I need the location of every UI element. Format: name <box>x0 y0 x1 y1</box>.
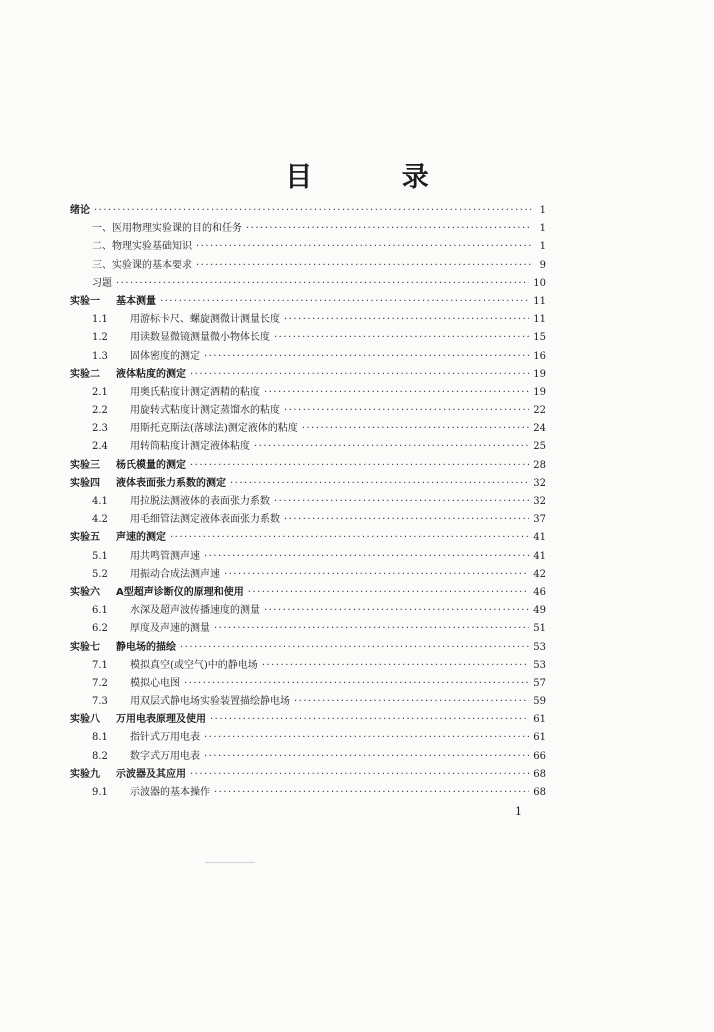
toc-entry-title: 习题 <box>92 277 112 289</box>
dot-leader <box>190 766 529 784</box>
toc-entry-title: 液体粘度的测定 <box>116 368 186 380</box>
toc-entry-number: 7.3 <box>92 696 108 708</box>
toc-entry-number: 2.3 <box>92 423 108 435</box>
toc-entry-page: 1 <box>539 223 546 235</box>
toc-entry-page: 25 <box>533 441 546 453</box>
dot-leader <box>204 348 529 366</box>
toc-entry-title: 模拟真空(或空气)中的静电场 <box>130 659 258 671</box>
toc-section-row[interactable] <box>70 420 546 438</box>
toc-entry-title: 厚度及声速的测量 <box>130 623 210 635</box>
table-of-contents <box>70 202 546 802</box>
toc-entry-page: 37 <box>533 514 546 526</box>
toc-entry-number: 2.2 <box>92 405 108 417</box>
dot-leader <box>254 438 529 456</box>
toc-entry-page: 1 <box>539 205 546 216</box>
toc-entry-title: 用双层式静电场实验装置描绘静电场 <box>130 696 290 708</box>
toc-entry-label <box>70 348 200 366</box>
dot-leader <box>284 402 529 420</box>
toc-entry-page: 15 <box>533 332 546 344</box>
toc-entry-page: 61 <box>533 714 546 726</box>
toc-entry-number: 5.2 <box>92 568 108 580</box>
toc-entry-label <box>70 293 156 311</box>
toc-entry-label <box>70 420 298 438</box>
toc-chapter-row[interactable] <box>70 529 546 547</box>
toc-entry-page: 42 <box>533 568 546 580</box>
dot-leader <box>274 493 529 511</box>
toc-entry-label <box>70 675 180 693</box>
toc-entry-label <box>70 366 186 384</box>
toc-chapter-row[interactable] <box>70 766 546 784</box>
toc-entry-page: 41 <box>533 550 546 562</box>
toc-entry-number: 6.2 <box>92 623 108 635</box>
toc-section-row[interactable] <box>70 657 546 675</box>
toc-chapter-row[interactable] <box>70 202 546 220</box>
dot-leader <box>180 639 529 657</box>
dot-leader <box>116 275 529 293</box>
toc-entry-page: 53 <box>533 659 546 671</box>
toc-entry-title: 用旋转式粘度计测定蒸馏水的粘度 <box>130 405 280 417</box>
toc-entry-title: 数字式万用电表 <box>130 750 200 762</box>
dot-leader <box>190 457 529 475</box>
toc-entry-label <box>70 257 192 275</box>
toc-entry-number: 5.1 <box>92 550 108 562</box>
toc-entry-label <box>70 220 242 238</box>
toc-entry-number: 7.2 <box>92 677 108 689</box>
dot-leader <box>204 729 529 747</box>
toc-entry-title: 用读数显微镜测量微小物体长度 <box>130 332 270 344</box>
toc-entry-title: 三、实验课的基本要求 <box>92 259 192 271</box>
dot-leader <box>284 311 529 329</box>
toc-entry-number: 6.1 <box>92 605 108 617</box>
toc-entry-title: 用振动合成法测声速 <box>130 568 220 580</box>
toc-section-row[interactable] <box>70 348 546 366</box>
toc-entry-page: 32 <box>533 477 546 489</box>
toc-entry-page: 53 <box>533 641 546 653</box>
toc-entry-label <box>70 784 210 802</box>
toc-entry-label <box>70 493 270 511</box>
toc-entry-title: 示波器及其应用 <box>116 768 186 780</box>
dot-leader <box>160 293 529 311</box>
toc-entry-page: 68 <box>533 787 546 798</box>
toc-entry-label <box>70 511 280 529</box>
dot-leader <box>262 657 529 675</box>
dot-leader <box>246 220 532 238</box>
toc-entry-number: 4.1 <box>92 496 108 507</box>
toc-chapter-row[interactable] <box>70 366 546 384</box>
toc-entry-page: 41 <box>533 532 546 544</box>
toc-section-row[interactable] <box>70 511 546 529</box>
toc-entry-page: 1 <box>539 241 546 253</box>
toc-entry-label <box>70 402 280 420</box>
toc-entry-number: 7.1 <box>92 659 108 671</box>
toc-section-row[interactable] <box>70 566 546 584</box>
toc-entry-title: 声速的测定 <box>116 532 166 544</box>
toc-entry-label <box>70 620 210 638</box>
toc-entry-label <box>70 548 200 566</box>
toc-entry-number: 实验六 <box>70 586 100 598</box>
toc-entry-number: 8.2 <box>92 750 108 762</box>
toc-entry-label <box>70 711 206 729</box>
toc-entry-number: 实验三 <box>70 459 100 471</box>
toc-chapter-row[interactable] <box>70 711 546 729</box>
toc-section-row[interactable] <box>70 329 546 347</box>
toc-entry-number: 4.2 <box>92 514 108 526</box>
toc-chapter-row[interactable] <box>70 293 546 311</box>
toc-section-row[interactable] <box>70 748 546 766</box>
toc-entry-label <box>70 238 192 256</box>
dot-leader <box>210 711 529 729</box>
toc-entry-title: 绪论 <box>70 205 90 216</box>
toc-section-row[interactable] <box>70 493 546 511</box>
toc-chapter-row[interactable] <box>70 475 546 493</box>
toc-entry-title: 示波器的基本操作 <box>130 787 210 798</box>
toc-entry-label <box>70 748 200 766</box>
toc-entry-title: 杨氏模量的测定 <box>116 459 186 471</box>
toc-entry-page: 61 <box>533 732 546 744</box>
dot-leader <box>94 202 532 220</box>
toc-entry-label <box>70 529 166 547</box>
toc-entry-number: 实验一 <box>70 295 100 307</box>
toc-entry-page: 28 <box>533 459 546 471</box>
toc-section-row[interactable] <box>70 602 546 620</box>
toc-entry-title: A型超声诊断仪的原理和使用 <box>116 586 244 598</box>
toc-entry-page: 68 <box>533 768 546 780</box>
page-number: 1 <box>515 805 522 818</box>
toc-entry-title: 用奥氏粘度计测定酒精的粘度 <box>130 386 260 398</box>
toc-entry-page: 59 <box>533 696 546 708</box>
toc-chapter-row[interactable] <box>70 457 546 475</box>
toc-section-row[interactable] <box>70 693 546 711</box>
dot-leader <box>224 566 529 584</box>
toc-entry-number: 2.1 <box>92 386 108 398</box>
dot-leader <box>274 329 529 347</box>
scan-artifact <box>205 862 255 863</box>
toc-section-row[interactable] <box>70 257 546 275</box>
toc-entry-label <box>70 311 280 329</box>
toc-entry-label <box>70 202 90 220</box>
toc-entry-title: 用拉脱法测液体的表面张力系数 <box>130 496 270 507</box>
toc-entry-title: 静电场的描绘 <box>116 641 176 653</box>
toc-entry-page: 32 <box>533 496 546 507</box>
toc-entry-title: 二、物理实验基础知识 <box>92 241 192 253</box>
toc-entry-page: 16 <box>533 350 546 362</box>
toc-entry-label <box>70 438 250 456</box>
toc-entry-number: 实验二 <box>70 368 100 380</box>
toc-entry-number: 9.1 <box>92 787 108 798</box>
toc-entry-title: 用斯托克斯法(落球法)测定液体的粘度 <box>130 423 298 435</box>
dot-leader <box>190 366 529 384</box>
toc-entry-title: 用游标卡尺、螺旋测微计测量长度 <box>130 314 280 326</box>
toc-entry-title: 用毛细管法测定液体表面张力系数 <box>130 514 280 526</box>
toc-section-row[interactable] <box>70 402 546 420</box>
toc-chapter-row[interactable] <box>70 584 546 602</box>
dot-leader <box>170 529 529 547</box>
toc-section-row[interactable] <box>70 784 546 802</box>
dot-leader <box>264 602 529 620</box>
toc-entry-title: 模拟心电图 <box>130 677 180 689</box>
toc-entry-page: 19 <box>533 368 546 380</box>
toc-entry-page: 46 <box>533 586 546 598</box>
toc-entry-label <box>70 329 270 347</box>
toc-entry-label <box>70 693 290 711</box>
dot-leader <box>230 475 529 493</box>
dot-leader <box>204 748 529 766</box>
toc-entry-title: 用共鸣管测声速 <box>130 550 200 562</box>
dot-leader <box>184 675 529 693</box>
toc-entry-page: 24 <box>533 423 546 435</box>
toc-entry-label <box>70 657 258 675</box>
dot-leader <box>196 238 532 256</box>
dot-leader <box>196 257 532 275</box>
toc-entry-label <box>70 729 200 747</box>
toc-entry-title: 一、医用物理实验课的目的和任务 <box>92 223 242 235</box>
dot-leader <box>264 384 529 402</box>
toc-entry-page: 49 <box>533 605 546 617</box>
toc-entry-number: 2.4 <box>92 441 108 453</box>
toc-entry-number: 1.3 <box>92 350 108 362</box>
toc-section-row[interactable] <box>70 220 546 238</box>
toc-entry-number: 1.1 <box>92 314 108 326</box>
toc-section-row[interactable] <box>70 548 546 566</box>
toc-section-row[interactable] <box>70 238 546 256</box>
toc-section-row[interactable] <box>70 384 546 402</box>
toc-entry-title: 指针式万用电表 <box>130 732 200 744</box>
toc-entry-page: 11 <box>533 314 546 326</box>
toc-entry-title: 水深及超声波传播速度的测量 <box>130 605 260 617</box>
toc-section-row[interactable] <box>70 438 546 456</box>
toc-entry-label <box>70 566 220 584</box>
toc-entry-page: 66 <box>533 750 546 762</box>
toc-entry-number: 8.1 <box>92 732 108 744</box>
dot-leader <box>214 784 529 802</box>
page-title: 目 录 <box>285 162 469 193</box>
toc-entry-label <box>70 475 226 493</box>
toc-chapter-row[interactable] <box>70 639 546 657</box>
toc-entry-title: 液体表面张力系数的测定 <box>116 477 226 489</box>
dot-leader <box>302 420 529 438</box>
toc-entry-title: 用转筒粘度计测定液体粘度 <box>130 441 250 453</box>
toc-entry-number: 实验九 <box>70 768 100 780</box>
dot-leader <box>294 693 529 711</box>
toc-entry-label <box>70 384 260 402</box>
toc-entry-page: 19 <box>533 386 546 398</box>
toc-entry-label <box>70 639 176 657</box>
dot-leader <box>284 511 529 529</box>
dot-leader <box>204 548 529 566</box>
toc-entry-label <box>70 275 112 293</box>
dot-leader <box>214 620 529 638</box>
toc-entry-number: 1.2 <box>92 332 108 344</box>
toc-entry-label <box>70 766 186 784</box>
toc-section-row[interactable] <box>70 620 546 638</box>
toc-entry-page: 57 <box>533 677 546 689</box>
toc-entry-number: 实验八 <box>70 714 100 726</box>
toc-section-row[interactable] <box>70 675 546 693</box>
toc-entry-page: 9 <box>539 259 546 271</box>
toc-entry-label <box>70 602 260 620</box>
toc-entry-label <box>70 457 186 475</box>
toc-entry-number: 实验四 <box>70 477 100 489</box>
toc-entry-page: 11 <box>533 295 546 307</box>
toc-section-row[interactable] <box>70 729 546 747</box>
toc-entry-number: 实验七 <box>70 641 100 653</box>
toc-section-row[interactable] <box>70 311 546 329</box>
toc-entry-title: 固体密度的测定 <box>130 350 200 362</box>
toc-entry-page: 10 <box>533 277 546 289</box>
dot-leader <box>248 584 530 602</box>
toc-entry-page: 22 <box>533 405 546 417</box>
toc-entry-number: 实验五 <box>70 532 100 544</box>
toc-section-row[interactable] <box>70 275 546 293</box>
toc-entry-label <box>70 584 244 602</box>
toc-entry-title: 万用电表原理及使用 <box>116 714 206 726</box>
toc-entry-title: 基本测量 <box>116 295 156 307</box>
toc-entry-page: 51 <box>533 623 546 635</box>
